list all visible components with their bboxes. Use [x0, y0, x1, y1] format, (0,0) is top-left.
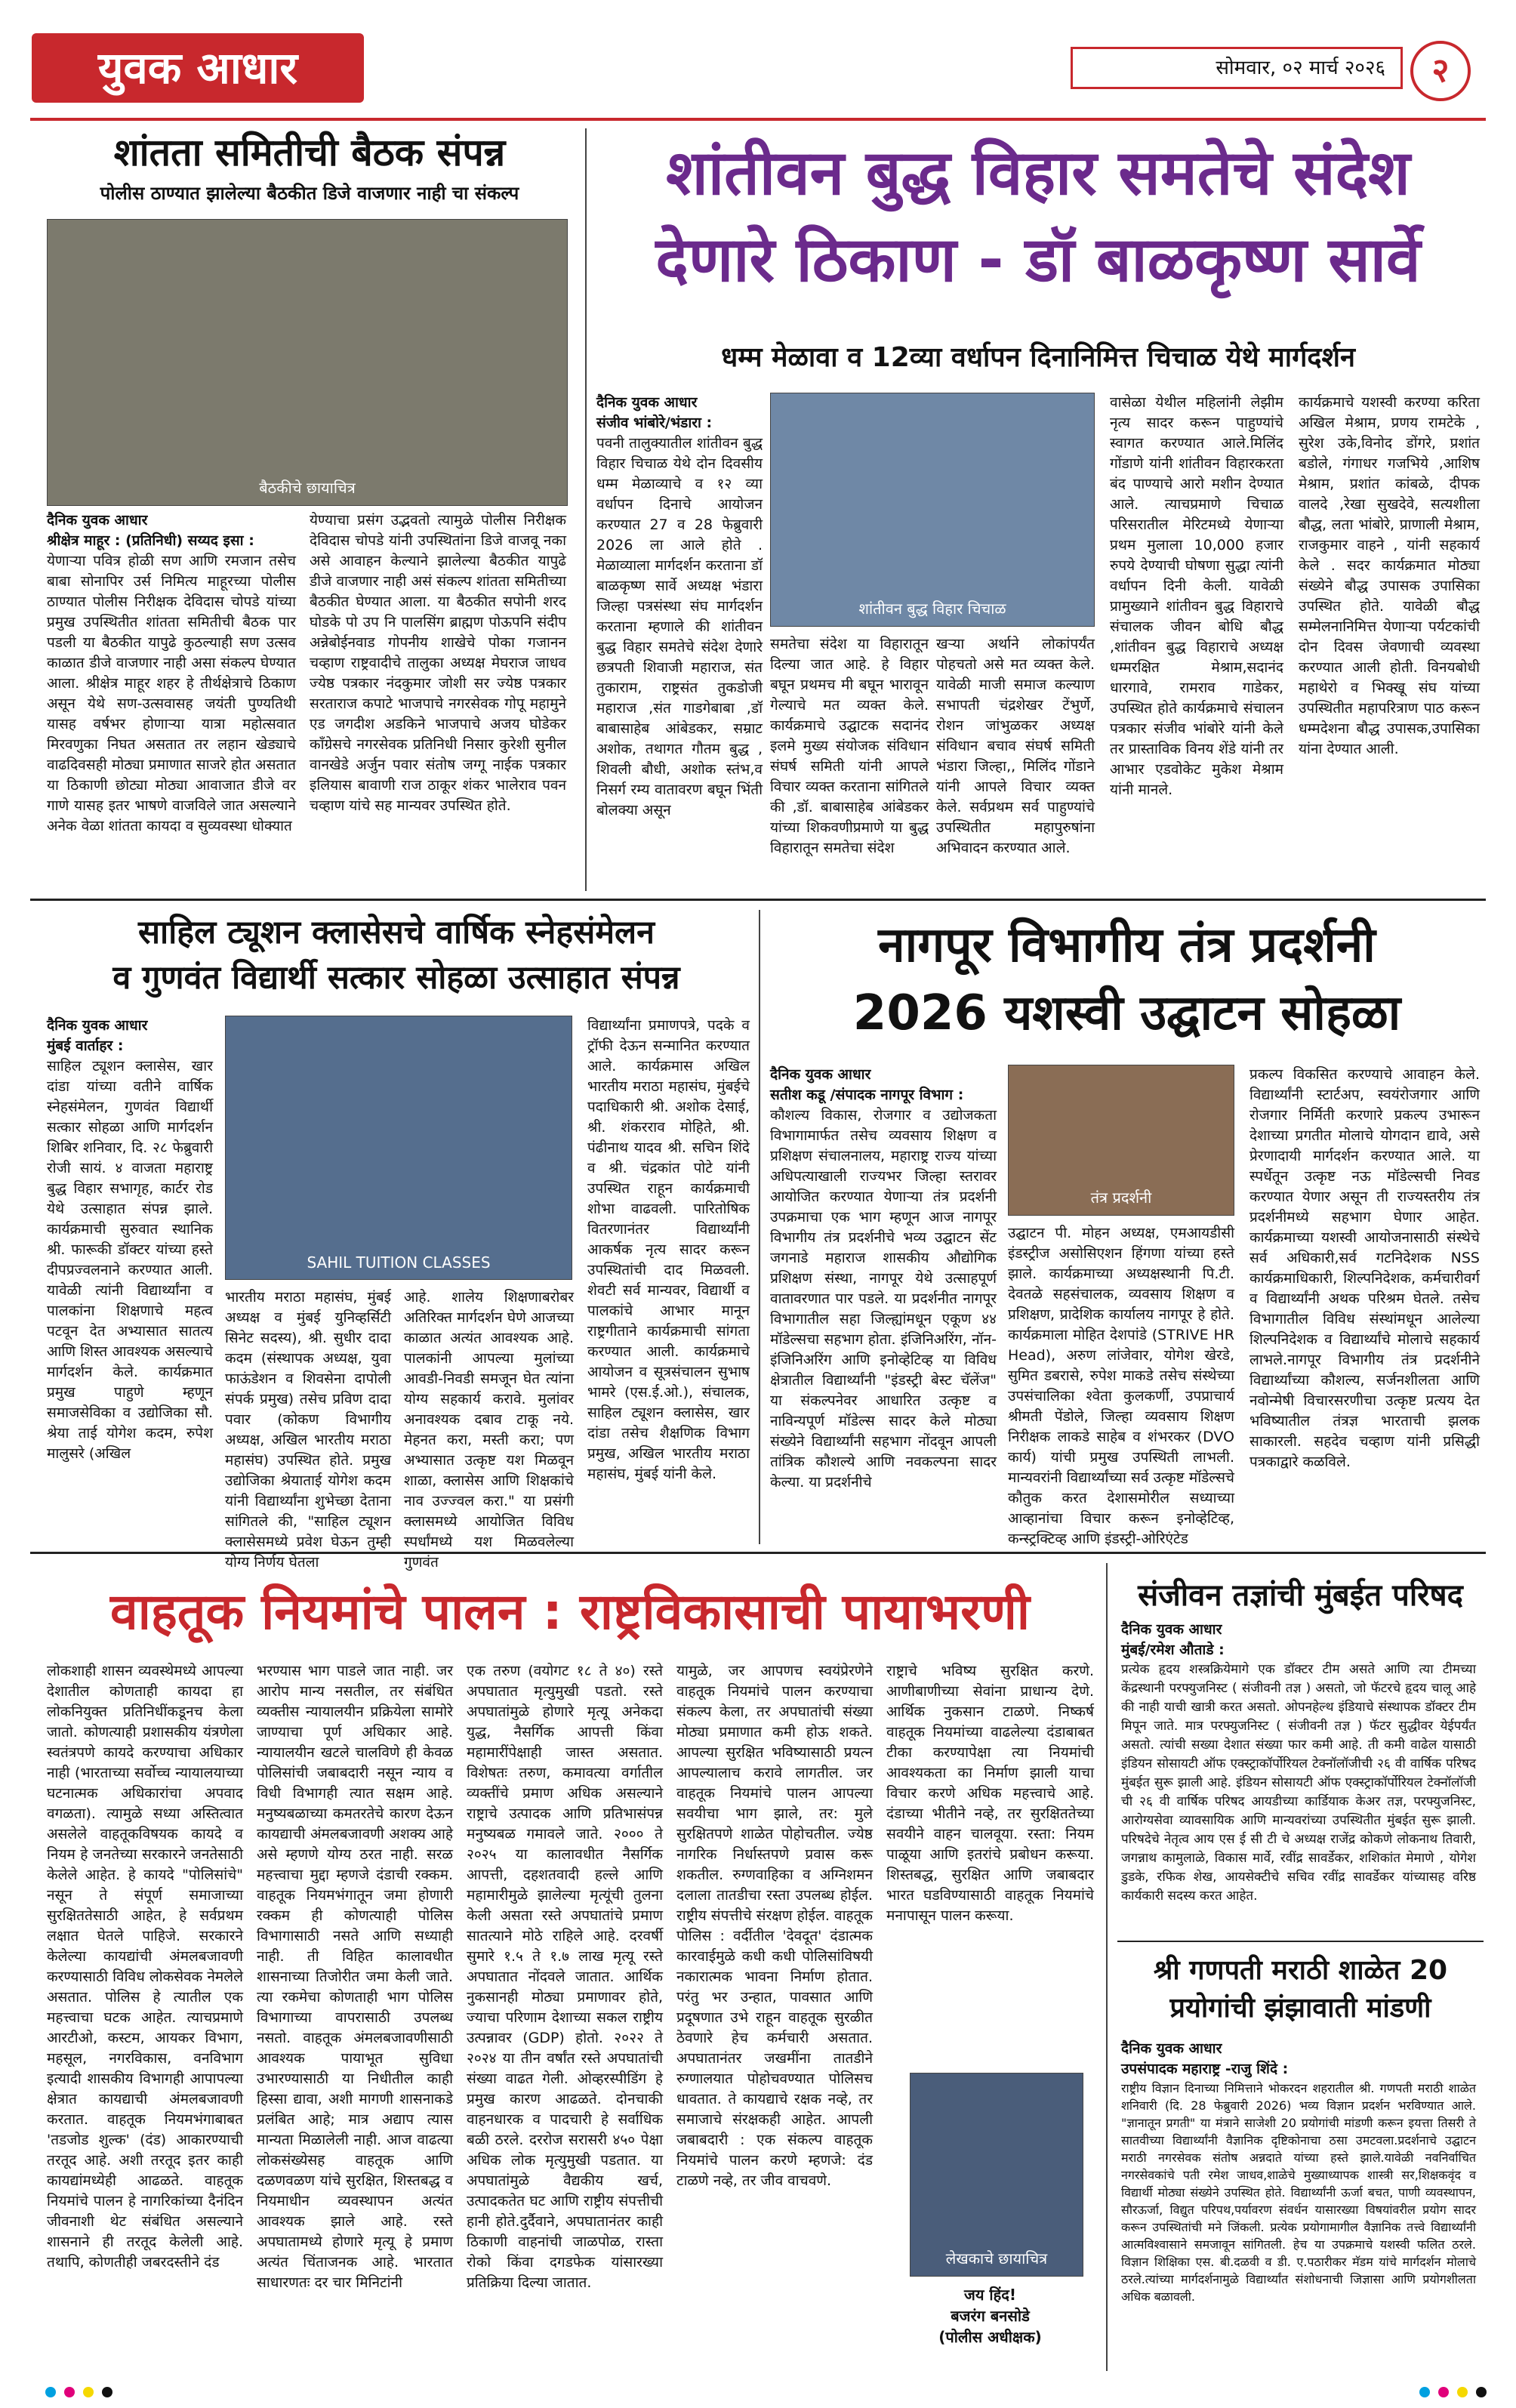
- story1-body-1: येणाऱ्या पवित्र होळी सण आणि रमजान तसेच बाबा सोनापिर उर्स निमित्य माहूरच्या पोलीस ठाण्यात पोलीस निरीक्षक देविदास चोपडे यांच्या प्रमुख उपस्थितीत शांतता समितीची बैठक पार पडली या बैठकीत यापुढे कुठल्याही सण उत्सव काळात डीजे वाजणार नाही असा संकल्प घेण्यात आला. श्रीक्षेत्र माहूर शहर हे तीर्थक्षेत्राचे ठिकाण असून येथे सण-उत्सवासह जयंती पुण्यतिथी यासह वर्षभर होणाऱ्या यात्रा महोत्सवात मिरवणुका निघत असतात तर लहान खेड्याचे वाढदिवसही मोठ्या प्रमाणात साजरे होत असतात या ठिकाणी छोट्या मोठ्या आवाजात डीजे वर गाणे यासह इतर भाषणे वाजविले जात असल्याने अनेक वेळा शांतता कायदा व सुव्यवस्था धोक्यात: [47, 553, 296, 834]
- story5-author-photo: [910, 2073, 1083, 2277]
- divider-v3: [1106, 1563, 1108, 2371]
- story2-col5: [1299, 393, 1480, 760]
- story2-byline1: दैनिक युवक आधार: [596, 394, 698, 411]
- story3-headline-1: साहिल ट्यूशन क्लासेसचे वार्षिक स्नेहसंमेलन: [137, 914, 655, 951]
- story2-headline-2: देणारे ठिकाण - डॉ बाळकृष्ण सार्वे: [655, 224, 1421, 296]
- story7-col: [1121, 2039, 1476, 2305]
- story3-col4: [587, 1016, 750, 1485]
- story7-body: राष्ट्रीय विज्ञान दिनाच्या निमित्ताने भोकरदन शहरातील श्री. गणपती मराठी शाळेत शनिवारी (दि. 28 फेब्रुवारी 2026) भव्य विज्ञान प्रदर्शन भरविण्यात आले. "ज्ञानातून प्रगती" या मंत्राने साजेशी 20 प्रयोगांची मांडणी करून इयत्ता तिसरी ते सातवीच्या विद्यार्थ्यांनी वैज्ञानिक दृष्टिकोनाचा ठसा उमटवला.प्रदर्शनाचे उद्घाटन मराठी नगरसेवक संतोष अन्नदाते यांच्या हस्ते झाले.यावेळी नवनिर्वाचित नगरसेवकांचे पती रमेश जाधव,शाळेचे मुख्याध्यापक शास्त्री सर,शिक्षकवृंद व विद्यार्थी मोठ्या संख्येने उपस्थित होते. विद्यार्थ्यांनी ऊर्जा बचत, पाणी व्यवस्थापन, सौरऊर्जा, विद्युत परिपथ,पर्यावरण संवर्धन यासारख्या विषयांवरील प्रयोग सादर करून उपस्थितांची मने जिंकली. प्रत्येक प्रयोगामागील वैज्ञानिक तत्त्वे विद्यार्थ्यांनी आत्मविश्वासाने समजावून सांगितली. हेच या उपक्रमाचे यशस्वी फलित ठरले. विज्ञान शिक्षिका एस. बी.दळवी व डी. ए.पठारीकर मॅडम यांचे मार्गदर्शन मोलाचे ठरले.त्यांच्या मार्गदर्शनामुळे विद्यार्थ्यांत संशोधनाची जिज्ञासा आणि प्रयोगशीलता अधिक बळावली.: [1121, 2081, 1476, 2304]
- story4-body-2: उद्घाटन पी. मोहन अध्यक्ष, एमआयडीसी इंडस्ट्रीज असोसिएशन हिंगणा यांच्या हस्ते झाले. कार्यक्रमाच्या अध्यक्षस्थानी पि.टी. देवतळे सहसंचालक, व्यवसाय शिक्षण व प्रशिक्षण, प्रादेशिक कार्यालय नागपूर हे होते. कार्यक्रमाला मोहित देशपांडे (STRIVE HR Head), अरुण लांजेवार, योगेश खेरडे, सुमित डबरासे, रुपेश माकडे तसेच संस्थेच्या उपसंचालिका श्वेता कुलकर्णी, उपप्राचार्य श्रीमती पेंडोले, जिल्हा व्यवसाय शिक्षण निरीक्षक लाकडे साहेब व शंभरकर (DVO कार्य) यांची प्रमुख उपस्थिती लाभली. मान्यवरांनी विद्यार्थ्यांच्या सर्व उत्कृष्ट मॉडेल्सचे कौतुक करत देशासमोरील सध्याच्या आव्हानांचा विचार करून इनोव्हेटिव्ह, कन्स्ट्रक्टिव्ह आणि इंडस्ट्री-ओरिएंटेड: [1008, 1225, 1234, 1547]
- story2-photo-label: शांतीवन बुद्ध विहार चिचाळ: [858, 600, 1006, 618]
- black-mark: [1476, 2387, 1487, 2397]
- story3-photo: [225, 1016, 572, 1280]
- story2-col2: [770, 634, 929, 859]
- yellow-mark: [1457, 2387, 1468, 2397]
- story2-body-2: समतेचा संदेश या विहारातून दिल्या जात आहे. हे विहार बघून प्रथमच मी बघून भारावून गेल्याचे मत व्यक्त केले. कार्यक्रमाचे उद्घाटक सदानंद इलमे मुख्य संयोजक संविधान संघर्ष समिती यांनी आपले विचार व्यक्त करताना सांगितले की ,डॉ. बाबासाहेब आंबेडकर यांच्या शिकवणीप्रमाणे या बुद्ध विहारातून समतेचा संदेश: [770, 636, 929, 856]
- story5-col4: [676, 1661, 873, 2191]
- page-number: २: [1410, 41, 1471, 101]
- story3-col2: [225, 1287, 391, 1573]
- story2-body-5: कार्यक्रमाचे यशस्वी करण्या करिता अखिल मेश्राम, प्रणय रामटेके , सुरेश उके,विनोद डोंगरे, प्रशांत बडोले, गंगाधर गजभिये ,आशिष मेश्राम, प्रशांत कांबळे, दीपक वालदे ,रेखा सुखदेवे, सत्यशीला बौद्ध, लता भांबोरे, प्राणाली मेश्राम, राजकुमार वाहने , यांनी सहकार्य केले . सदर कार्यक्रमात मोठ्या संख्येने बौद्ध उपासक उपासिका उपस्थित होते. यावेळी बौद्ध सम्मेलनानिमित्त येणाऱ्या पर्यटकांची दोन दिवस जेवणाची व्यवस्था करण्यात आली होती. विनयबोधी महाथेरो व भिक्खू संघ यांच्या उपस्थितीत महापरित्राण पाठ करून धम्मदेशना बौद्ध उपासक,उपासिका यांना देण्यात आली.: [1299, 394, 1480, 757]
- story7-byline2: उपसंपादक महाराष्ट्र -राजु शिंदे :: [1121, 2061, 1289, 2077]
- divider-h2: [30, 1552, 1486, 1554]
- story2-col4: [1110, 393, 1283, 800]
- magenta-mark: [1438, 2387, 1449, 2397]
- story5-col2: [257, 1661, 453, 2293]
- story2-col1: [596, 393, 763, 821]
- story7-byline1: दैनिक युवक आधार: [1121, 2040, 1222, 2057]
- story5-body-4: यामुळे, जर आपणच स्वयंप्रेरणेने वाहतूक नियमांचे पालन करण्याचा संकल्प केला, तर अपघातांची संख्या मोठ्या प्रमाणात कमी होऊ शकते. आपल्या सुरक्षित भविष्यासाठी प्रयत्न आपल्यालाच करावे लागतील. जर वाहतूक नियमांचे पालन आपल्या सवयीचा भाग झाले, तर: मुले सुरक्षितपणे शाळेत पोहोचतील. ज्येष्ठ नागरिक निर्धास्तपणे प्रवास करू शकतील. रुग्णवाहिका व अग्निशमन दलाला तातडीचा रस्ता उपलब्ध होईल. राष्ट्रीय संपत्तीचे संरक्षण होईल. वाहतूक पोलिस : वर्दीतील 'देवदूत' दंडात्मक कारवाईमुळे कधी कधी पोलिसांविषयी नकारात्मक भावना निर्माण होतात. परंतु भर उन्हात, पावसात आणि प्रदूषणात उभे राहून वाहतूक सुरळीत ठेवणारे हेच कर्मचारी असतात. अपघातानंतर जखमींना तातडीने रुग्णालयात पोहोचवण्यात पोलिसच धावतात. ते कायद्याचे रक्षक नव्हे, तर समाजाचे संरक्षकही आहेत. आपली जबाबदारी : एक संकल्प वाहतूक नियमांचे पालन करणे म्हणजे: दंड टाळणे नव्हे, तर जीव वाचवणे.: [676, 1663, 873, 2189]
- registration-marks-right: [1419, 2386, 1491, 2400]
- story4-col1: [770, 1065, 997, 1493]
- story4-byline2: सतीश कडू /संपादक नागपूर विभाग :: [770, 1087, 964, 1103]
- story1-headline: शांतता समितीची बैठक संपन्न: [113, 131, 506, 174]
- story3-body-4: विद्यार्थ्यांना प्रमाणपत्रे, पदके व ट्रॉफी देऊन सन्मानित करण्यात आले. कार्यक्रमास अखिल भारतीय मराठा महासंघ, मुंबईचे पदाधिकारी श्री. अशोक देसाई, श्री. शंकरराव मोहिते, श्री. पंढीनाथ यादव श्री. सचिन शिंदे व श्री. चंद्रकांत पोटे यांनी उपस्थित राहून कार्यक्रमाची शोभा वाढवली. पारितोषिक वितरणानंतर विद्यार्थ्यांनी आकर्षक नृत्य सादर करून उपस्थितांची दाद मिळवली. शेवटी सर्व मान्यवर, विद्यार्थी व पालकांचे आभार मानून राष्ट्रगीताने कार्यक्रमाची सांगता करण्यात आली. कार्यक्रमाचे आयोजन व सूत्रसंचालन सुभाष भामरे (एस.ई.ओ.), संचालक, साहिल ट्यूशन क्लासेस, खार दांडा तसेच शैक्षणिक विभाग प्रमुख, अखिल भारतीय मराठा महासंघ, मुंबई यांनी केले.: [587, 1017, 750, 1482]
- story4-body-3: प्रकल्प विकसित करण्याचे आवाहन केले. विद्यार्थ्यांनी स्टार्टअप, स्वयंरोजगार आणि रोजगार निर्मिती करणारे प्रकल्प उभारून देशाच्या प्रगतीत मोलाचे योगदान द्यावे, असे प्रेरणादायी मार्गदर्शन करण्यात आले. या स्पर्धेतून उत्कृष्ट नऊ मॉडेल्सची निवड करण्यात येणार असून ती राज्यस्तरीय तंत्र प्रदर्शनीमध्ये सहभाग घेणार आहेत. कार्यक्रमाच्या यशस्वी आयोजनासाठी संस्थेचे सर्व अधिकारी,सर्व गटनिदेशक NSS कार्यक्रमाधिकारी, शिल्पनिदेशक, कर्मचारीवर्ग व विद्यार्थ्यांनी अथक परिश्रम घेतले. तसेच विभागातील विविध संस्थांमधून आलेल्या शिल्पनिदेशक व विद्यार्थ्यांचे मोलाचे सहकार्य लाभले.नागपूर विभागीय तंत्र प्रदर्शनीने विद्यार्थ्यांच्या कौशल्य, सर्जनशीलता आणि नवोन्मेषी विचारसरणीचा उत्कृष्ट प्रत्यय देत भविष्यातील तंत्रज्ञ भारताची झलक साकारली. सहदेव चव्हाण यांनी प्रसिद्धी पत्रकाद्वारे कळविले.: [1249, 1066, 1480, 1470]
- story2-body-4: वासेळा येथील महिलांनी लेझीम नृत्य सादर करून पाहुण्यांचे स्वागत करण्यात आले.मिलिंद गोंडाणे यांनी शांतीवन विहारकरता बंद पाण्याचे आरो मशीन देण्यात आले. त्याचप्रमाणे चिचाळ परिसरातील मेरिटमध्ये येणाऱ्या प्रथम मुलाला 10,000 हजार रुपये देण्याची घोषणा सुद्धा त्यांनी वर्धापन दिनी केली. यावेळी प्रामुख्याने शांतीवन बुद्ध विहाराचे संचालक जीवन बोधि बौद्ध ,शांतीवन बुद्ध विहाराचे अध्यक्ष धम्मरक्षित मेश्राम,सदानंद धारगावे, रामराव गाडेकर, उपस्थित होते कार्यक्रमाचे संचालन पत्रकार संजीव भांबोरे यांनी केले तर प्रास्ताविक विनय शेंडे यांनी तर आभार एडवोकेट मुकेश मेश्राम यांनी मानले.: [1110, 394, 1283, 798]
- story3-byline2: मुंबई वार्ताहर :: [47, 1038, 124, 1054]
- story3-byline1: दैनिक युवक आधार: [47, 1017, 148, 1034]
- story6-body: प्रत्येक हृदय शस्त्रक्रियेमागे एक डॉक्टर टीम असते आणि त्या टीमच्या केंद्रस्थानी परफ्युजनिस्ट ( संजीवनी तज्ञ ) असतो, जो फॅटरचे हृदय चालू आहे की नाही याची खात्री करत असतो. ओपनहेल्थ इंडियाचे संस्थापक डॉक्टर टीम मिपून जाते. मात्र परफ्युजनिस्ट ( संजीवनी तज्ञ ) फॅटर सुद्धीवर येईपर्यंत असतो. त्यांची सख्या देशात संख्या फार कमी आहे. ती कमी वाढेल यासाठी इंडियन सोसायटी ऑफ एक्स्ट्राकॉर्पोरियल टेक्नॉलॉजीची २६ वी वार्षिक परिषद मुंबईत सुरू झाली आहे. इंडियन सोसायटी ऑफ एक्स्ट्राकॉर्पोरियल टेक्नॉलॉजी ची २६ वी वार्षिक परिषद आयडीच्या कार्डियाक केअर तज्ञ, परफ्युजनिस्ट, आरोग्यसेवा व्यावसायिक आणि मान्यवरांच्या उपस्थितीत मुंबईत सुरू झाली. परिषदेचे नेतृत्व आय एस ई सी टी चे अध्यक्ष राजेंद्र कोकणे लोकनाथ तिवारी, जगन्नाथ कामुलाळे, विकास मार्वे, रवींद्र सावर्डेकर, शशिकांत मेमाणे , योगेश डुडके, रफिक शेख, आयसेक्टीचे सचिव रवींद्र सावर्डेकर यांच्यासह वरिष्ठ कार्यकारी सदस्य करत आहेत.: [1121, 1662, 1476, 1904]
- story5-body-2: भरण्यास भाग पाडले जात नाही. जर आरोप मान्य नसतील, तर संबंधित व्यक्तीस न्यायालयीन प्रक्रियेला सामोरे जाण्याचा पूर्ण अधिकार आहे. न्यायालयीन खटले चालविणे ही केवळ पोलिसांची जबाबदारी नसून न्याय व विधी विभागही त्यात सक्षम आहे. मनुष्यबळाच्या कमतरतेचे कारण देऊन कायद्याची अंमलबजावणी अशक्य आहे असे म्हणणे योग्य ठरत नाही. सरळ महत्त्वाचा मुद्दा म्हणजे दंडाची रक्कम. वाहतूक नियमभंगातून जमा होणारी रक्कम ही कोणत्याही पोलिस विभागासाठी नसते आणि सध्याही नाही. ती विहित कालावधीत शासनाच्या तिजोरीत जमा केली जाते. त्या रकमेचा कोणताही भाग पोलिस विभागाच्या वापरासाठी उपलब्ध नसतो. वाहतूक अंमलबजावणीसाठी आवश्यक पायाभूत सुविधा उभारण्यासाठी या निधीतील काही हिस्सा द्यावा, अशी मागणी शासनाकडे प्रलंबित आहे; मात्र अद्याप त्यास मान्यता मिळालेली नाही. आज वाढत्या लोकसंख्येसह वाहतूक आणि दळणवळण यांचे सुरक्षित, शिस्तबद्ध व नियमाधीन व्यवस्थापन अत्यंत आवश्यक झाले आहे. रस्ते अपघातामध्ये होणारे मृत्यू हे प्रमाण अत्यंत चिंताजनक आहे. भारतात साधारणतः दर चार मिनिटांनी: [257, 1663, 453, 2291]
- story1-byline2: श्रीक्षेत्र माहूर : (प्रतिनिधी) सय्यद इसा :: [47, 532, 254, 549]
- story3-body-1: साहिल ट्यूशन क्लासेस, खार दांडा यांच्या वतीने वार्षिक स्नेहसंमेलन, गुणवंत विद्यार्थी सत्कार सोहळा आणि मार्गदर्शन शिबिर शनिवार, दि. २८ फेब्रुवारी रोजी सायं. ४ वाजता महाराष्ट्र बुद्ध विहार सभागृह, कार्टर रोड येथे उत्साहात संपन्न झाले. कार्यक्रमाची सुरुवात स्थानिक श्री. फारूकी डॉक्टर यांच्या हस्ते दीपप्रज्वलनाने करण्यात आली. यावेळी त्यांनी विद्यार्थ्यांना व पालकांना शिक्षणाचे महत्व पटवून देत अभ्यासात सातत्य आणि शिस्त आवश्यक असल्याचे मार्गदर्शन केले. कार्यक्रमात प्रमुख पाहुणे म्हणून समाजसेविका व उद्योजिका सौ. श्रेया ताई योगेश कदम, रुपेश मालुसरे (अखिल: [47, 1058, 213, 1462]
- story2-headline-1: शांतीवन बुद्ध विहार समतेचे संदेश: [666, 137, 1410, 209]
- cyan-mark: [1419, 2387, 1430, 2397]
- newspaper-logo: युवक आधार: [32, 33, 364, 103]
- story3-col1: [47, 1016, 213, 1464]
- story3-body-3: आहे. शालेय शिक्षणाबरोबर अतिरिक्त मार्गदर्शन घेणे आजच्या काळात अत्यंत आवश्यक आहे. पालकांनी आपल्या मुलांच्या आवडी-निवडी समजून घेत त्यांना योग्य सहकार्य करावे. मुलांवर अनावश्यक दबाव टाकू नये. मेहनत करा, मस्ती करा; पण अभ्यासात उत्कृष्ट यश मिळवून शाळा, क्लासेस आणि शिक्षकांचे नाव उज्ज्वल करा." या प्रसंगी क्लासमध्ये आयोजित विविध स्पर्धांमध्ये यश मिळवलेल्या गुणवंत: [404, 1289, 574, 1571]
- story1-photo: [47, 219, 568, 506]
- registration-marks: [45, 2386, 117, 2400]
- story1-subheadline: पोलीस ठाण्यात झालेल्या बैठकीत डिजे वाजणार नाही चा संकल्प: [100, 183, 519, 204]
- story5-headline: वाहतूक नियमांचे पालन : राष्ट्रविकासाची पायाभरणी: [110, 1583, 1030, 1641]
- story5-col3: [467, 1661, 663, 2293]
- story4-photo: [1008, 1065, 1234, 1216]
- story2-subheadline: धम्म मेळावा व 12व्या वर्धापन दिनानिमित्त चिचाळ येथे मार्गदर्शन: [721, 342, 1355, 373]
- story1-col1: [47, 510, 296, 837]
- story5-body-1: लोकशाही शासन व्यवस्थेमध्ये आपल्या देशातील कोणताही कायदा हा लोकनियुक्त प्रतिनिधींकडूनच केला जातो. कोणत्याही प्रशासकीय यंत्रणेला स्वतंत्रपणे कायदे करण्याचा अधिकार नाही (भारताच्या सर्वोच्च न्यायालयाच्या घटनात्मक अधिकारांचा अपवाद वगळता). त्यामुळे सध्या अस्तित्वात असलेले वाहतूकविषयक कायदे व नियम हे जनतेच्या सरकारने जनतेसाठी केलेले आहेत. हे कायदे "पोलिसांचे" नसून ते संपूर्ण समाजाच्या सुरक्षिततेसाठी आहेत, हे सर्वप्रथम लक्षात घेतले पाहिजे. सरकारने केलेल्या कायद्यांची अंमलबजावणी करण्यासाठी विविध लोकसेवक नेमलेले असतात. पोलिस हे त्यातील एक महत्त्वाचा घटक आहेत. त्याचप्रमाणे आरटीओ, कस्टम, आयकर विभाग, महसूल, नगरविकास, वनविभाग इत्यादी शासकीय विभागही आपापल्या क्षेत्रात कायद्याची अंमलबजावणी करतात. वाहतूक नियमभंगाबाबत 'तडजोड शुल्क' (दंड) आकारण्याची तरतूद आहे. अशी तरतूद इतर काही कायद्यांमध्येही आढळते. वाहतूक नियमांचे पालन हे नागरिकांच्या दैनंदिन जीवनाशी थेट संबंधित असल्याने शासनाने ही तरतूद केलेली आहे. तथापि, कोणतीही जबरदस्तीने दंड: [47, 1663, 243, 2271]
- story5-col1: [47, 1661, 243, 2273]
- story4-col2: [1008, 1223, 1234, 1549]
- story6-headline: संजीवन तज्ञांची मुंबईत परिषद: [1138, 1578, 1463, 1613]
- divider-v2: [759, 910, 760, 1544]
- story1-photo-label: बैठकीचे छायाचित्र: [259, 479, 356, 497]
- cyan-mark: [45, 2387, 56, 2397]
- story5-signoff: जय हिंद!: [964, 2286, 1016, 2304]
- story4-photo-label: तंत्र प्रदर्शनी: [1090, 1189, 1152, 1207]
- story2-col3: [936, 634, 1095, 859]
- story2-byline2: संजीव भांबोरे/भंडारा :: [596, 415, 713, 431]
- story5-body-3: एक तरुण (वयोगट १८ ते ४०) रस्ते अपघातात मृत्युमुखी पडतो. रस्ते अपघातांमुळे होणारे मृत्यू अनेकदा युद्ध, नैसर्गिक आपत्ती किंवा महामारींपेक्षाही जास्त असतात. विशेषतः तरुण, कमावत्या वर्गातील व्यक्तींचे प्रमाण अधिक असल्याने राष्ट्राचे उत्पादक आणि प्रतिभासंपन्न मनुष्यबळ गमावले जाते. २००० ते २०२५ या कालावधीत नैसर्गिक आपत्ती, दहशतवादी हल्ले आणि महामारीमुळे झालेल्या मृत्यूंची तुलना केली असता रस्ते अपघातांचे प्रमाण सातत्याने मोठे राहिले आहे. दरवर्षी सुमारे १.५ ते १.७ लाख मृत्यू रस्ते अपघातात नोंदवले जातात. आर्थिक नुकसानही मोठ्या प्रमाणावर होते, ज्याचा परिणाम देशाच्या सकल राष्ट्रीय उत्पन्नावर (GDP) होतो. २०२२ ते २०२४ या तीन वर्षांत रस्ते अपघातांची संख्या वाढत गेली. ओव्हरस्पीडिंग हे प्रमुख कारण आढळते. दोनचाकी वाहनधारक व पादचारी हे सर्वाधिक बळी ठरले. दररोज सरासरी ४५० पेक्षा अधिक लोक मृत्युमुखी पडतात. या अपघातांमुळे वैद्यकीय खर्च, उत्पादकतेत घट आणि राष्ट्रीय संपत्तीची हानी होते.दुर्दैवाने, अपघातानंतर काही ठिकाणी वाहनांची जाळपोळ, रास्ता रोको किंवा दगडफेक यांसारख्या प्रतिक्रिया दिल्या जातात.: [467, 1663, 663, 2291]
- story1-byline1: दैनिक युवक आधार: [47, 512, 148, 529]
- black-mark: [102, 2387, 112, 2397]
- story3-col3: [404, 1287, 574, 1573]
- story4-col3: [1249, 1065, 1480, 1472]
- magenta-mark: [64, 2387, 75, 2397]
- story3-headline-2: व गुणवंत विद्यार्थी सत्कार सोहळा उत्साहात संपन्न: [112, 959, 680, 997]
- story5-body-5: राष्ट्राचे भविष्य सुरक्षित करणे. आणीबाणीच्या सेवांना प्राधान्य देणे. आर्थिक नुकसान टाळणे. निष्कर्ष वाहतूक नियमांच्या वाढलेल्या दंडाबाबत टीका करण्यापेक्षा त्या नियमांची आवश्यकता का निर्माण झाली याचा विचार करणे अधिक महत्त्वाचे आहे. दंडाच्या भीतीने नव्हे, तर सुरक्षिततेच्या सवयीने वाहन चालवूया. रस्ता: नियम पाळूया आणि इतरांचे प्रबोधन करूया. शिस्तबद्ध, सुरक्षित आणि जबाबदार भारत घडविण्यासाठी वाहतूक नियमांचे मनापासून पालन करूया.: [886, 1663, 1094, 1924]
- story7-headline-1: श्री गणपती मराठी शाळेत 20: [1153, 1955, 1448, 1986]
- issue-date: सोमवार, ०२ मार्च २०२६: [1071, 47, 1403, 89]
- story6-byline2: मुंबई/रमेश औताडे :: [1121, 1642, 1225, 1658]
- yellow-mark: [83, 2387, 94, 2397]
- story4-headline-1: नागपूर विभागीय तंत्र प्रदर्शनी: [878, 917, 1376, 973]
- story5-author-photo-label: लेखकाचे छायाचित्र: [945, 2249, 1048, 2268]
- story3-body-2: भारतीय मराठा महासंघ, मुंबई अध्यक्ष व मुंबई युनिव्हर्सिटी सिनेट सदस्य), श्री. सुधीर दादा कदम (संस्थापक अध्यक्ष, युवा फाऊंडेशन व शिवसेना दापोली संपर्क प्रमुख) तसेच प्रविण दादा पवार (कोकण विभागीय अध्यक्ष, अखिल भारतीय मराठा महासंघ) उपस्थित होते. प्रमुख उद्योजिका श्रेयाताई योगेश कदम यांनी विद्यार्थ्यांना शुभेच्छा देताना सांगितले की, "साहिल ट्यूशन क्लासेसमध्ये प्रवेश घेऊन तुम्ही योग्य निर्णय घेतला: [225, 1289, 391, 1571]
- story1-body-2: येण्याचा प्रसंग उद्भवतो त्यामुळे पोलीस निरीक्षक देविदास चोपडे यांनी उपस्थितांना डिजे वाजवू नका असे आवाहन केल्याने झालेल्या बैठकीत यापुढे डीजे वाजणार नाही असं संकल्प शांतता समितीच्या बैठकीत घेण्यात आला. या बैठकीत सपोनी शरद घोडके पो उप नि पालसिंग ब्राह्मण पोऊपनि संदीप अन्नेबोईनवाड गोपनीय शाखेचे पोका गजानन चव्हाण राष्ट्रवादीचे तालुका अध्यक्ष मेघराज जाधव ज्येष्ठ पत्रकार नंदकुमार जोशी सर ज्येष्ठ पत्रकार सरताराज कपाटे भाजपाचे नगरसेवक गोपू महामुने एड जगदीश अडकिने भाजपाचे अजय घोडेकर काँग्रेसचे नगरसेवक प्रतिनिधी निसार कुरेशी सुनील वानखेडे अर्जुन पवार संतोष जग्गू नाईक पत्रकार इलियास बावाणी राज ठाकूर शंकर भालेराव पवन चव्हाण यांचे सह मान्यवर उपस्थित होते.: [310, 512, 566, 814]
- story5-author-name: बजरंग बनसोडे: [951, 2307, 1030, 2325]
- story5-col5: [886, 1661, 1094, 1926]
- story3-photo-label: SAHIL TUITION CLASSES: [307, 1253, 491, 1272]
- story4-byline1: दैनिक युवक आधार: [770, 1066, 871, 1083]
- story2-photo: [770, 393, 1095, 627]
- divider-v1: [585, 128, 587, 891]
- divider-h3: [1117, 1941, 1484, 1942]
- story2-body-3: खऱ्या अर्थाने लोकांपर्यंत पोहचतो असे मत व्यक्त केले. यावेळी माजी समाज कल्याण सभापती चंद्रशेखर टेंभुर्णे, रोशन जांभुळकर अध्यक्ष संविधान बचाव संघर्ष समिती भंडारा जिल्हा,, मिलिंद गोंडाने यांनी आपले विचार व्यक्त केले. सर्वप्रथम सर्व पाहुण्यांचे उपस्थितीत महापुरुषांना अभिवादन करण्यात आले.: [936, 636, 1095, 856]
- story1-col2: [310, 510, 566, 816]
- story2-body-1: पवनी तालुक्यातील शांतीवन बुद्ध विहार चिचाळ येथे दोन दिवसीय धम्म मेळाव्याचे व १२ व्या वर्धापन दिनाचे आयोजन करण्यात 27 व 28 फेब्रुवारी 2026 ला आले होते . मेळाव्याला मार्गदर्शन करताना डॉ बाळकृष्ण सार्वे अध्यक्ष भंडारा जिल्हा पत्रसंस्था संघ मार्गदर्शन करताना म्हणाले की शांतीवन बुद्ध विहार समतेचे संदेश देणारे छत्रपती शिवाजी महाराज, संत तुकाराम, राष्ट्रसंत तुकडोजी महाराज ,संत गाडगेबाबा ,डॉ बाबासाहेब आंबेडकर, सम्राट अशोक, तथागत गौतम बुद्ध , शिवली बौधी, अशोक स्तंभ,व निसर्ग रम्य वातावरण बघून भिंती बोलक्या असून: [596, 435, 763, 819]
- divider-h1: [30, 899, 1486, 901]
- story6-byline1: दैनिक युवक आधार: [1121, 1621, 1222, 1638]
- story5-author-title: (पोलीस अधीक्षक): [938, 2328, 1042, 2346]
- story4-body-1: कौशल्य विकास, रोजगार व उद्योजकता विभागामार्फत तसेच व्यवसाय शिक्षण व प्रशिक्षण संचालनालय, महाराष्ट्र राज्य यांच्या अधिपत्याखाली राज्यभर जिल्हा स्तरावर आयोजित करण्यात येणाऱ्या तंत्र प्रदर्शनी उपक्रमाचा एक भाग म्हणून आज नागपूर विभागीय तंत्र प्रदर्शनीचे भव्य उद्घाटन सेंट जगनाडे महाराज शासकीय औद्योगिक प्रशिक्षण संस्था, नागपूर येथे उत्साहपूर्ण वातावरणात पार पडले. या प्रदर्शनीत नागपूर विभागातील सहा जिल्ह्यांमधून एकूण ४४ मॉडेल्सचा सहभाग होता. इंजिनिअरिंग, नॉन- इंजिनिअरिंग आणि इनोव्हेटिव्ह या विविध क्षेत्रातील विद्यार्थ्यांनी "इंडस्ट्री बेस्ट चॅलेंज" या संकल्पनेवर आधारित उत्कृष्ट व नाविन्यपूर्ण मॉडेल्स सादर केले मोठ्या संख्येने विद्यार्थ्यांनी सहभाग नोंदवून आपली तांत्रिक कौशल्ये आणि नवकल्पना सादर केल्या. या प्रदर्शनीचे: [770, 1107, 997, 1491]
- story6-col: [1121, 1620, 1476, 1906]
- story4-headline-2: 2026 यशस्वी उद्घाटन सोहळा: [852, 985, 1401, 1041]
- story7-headline-2: प्रयोगांची झंझावाती मांडणी: [1169, 1993, 1431, 2024]
